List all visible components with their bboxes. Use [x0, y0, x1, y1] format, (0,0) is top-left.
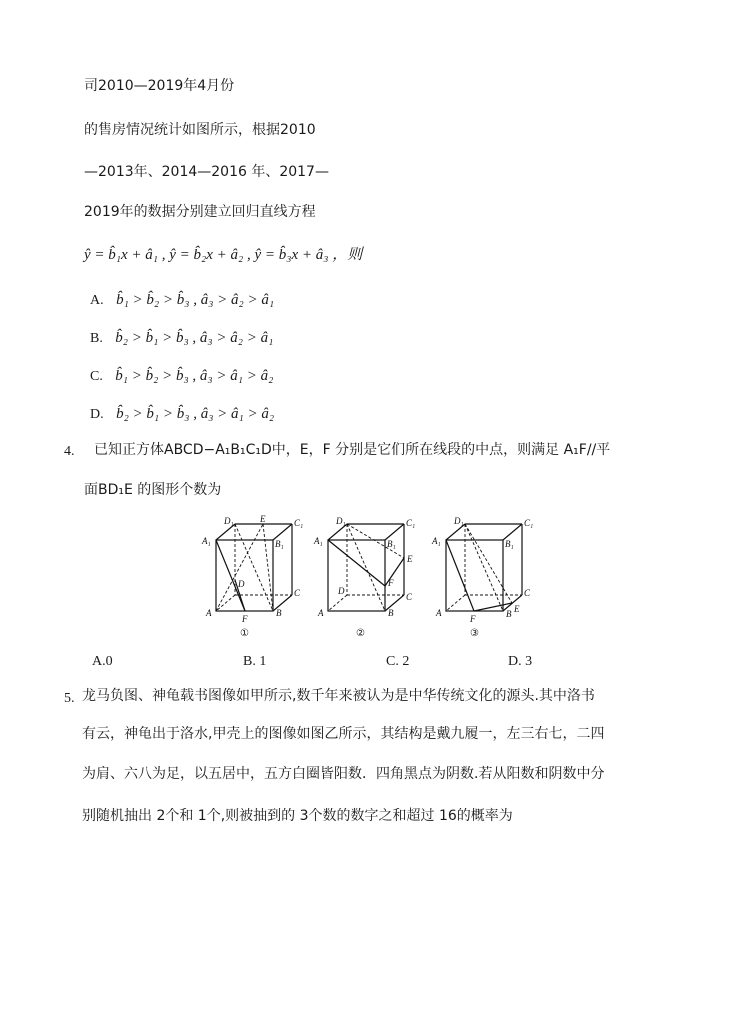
q3-option-c[interactable] [90, 366, 273, 387]
label-C1: C₁ [294, 518, 304, 528]
label-A: A [318, 608, 324, 618]
q4-number: 4. [64, 444, 75, 459]
cube-figure-3 [430, 516, 540, 640]
label-C1: C₁ [406, 518, 416, 528]
option-text: b̂₁ > b̂₂ > b̂₃ , â₃ > â₂ > â₁ [116, 292, 275, 308]
q5-line-4: 别随机抽出 2个和 1个,则被抽到的 3个数的数字之和超过 16的概率为 [82, 808, 513, 824]
label-D1: D₁ [454, 516, 464, 526]
label-B: B [506, 609, 512, 619]
q5-line-3: 为肩、六八为足，以五居中，五方白圈皆阳数．四角黑点为阴数.若从阳数和阴数中分 [82, 766, 605, 782]
label-D1: D₁ [224, 516, 234, 526]
option-letter: B. [90, 331, 103, 346]
q3-line-2: 的售房情况统计如图所示，根据2010 [84, 122, 316, 138]
q4-answer-a[interactable]: A.0 [92, 654, 113, 669]
option-text: b̂₁ > b̂₂ > b̂₃ , â₃ > â₁ > â₂ [115, 368, 274, 384]
q4-stem-line-1: 已知正方体ABCD−A₁B₁C₁D中，E，F 分别是它们所在线段的中点，则满足 A₁F//平 [94, 442, 611, 458]
q3-option-a[interactable] [90, 290, 274, 311]
q3-regression-equations: ŷ = b̂₁x + â₁ , ŷ = b̂₂x + â₂ , ŷ = b̂₃x + â₃ ，则 [84, 247, 363, 263]
q3-option-b[interactable] [90, 328, 273, 349]
label-D: D [338, 586, 345, 596]
option-letter: A. [90, 293, 104, 308]
cube-figure-2 [312, 516, 422, 640]
label-A: A [206, 608, 212, 618]
label-E: E [407, 554, 413, 564]
label-C: C [294, 588, 301, 598]
q3-line-4: 2019年的数据分别建立回归直线方程 [84, 204, 316, 220]
q5-line-1: 龙马负图、神龟载书图像如甲所示,数千年来被认为是中华传统文化的源头.其中洛书 [82, 688, 595, 704]
label-E: E [514, 604, 520, 614]
q5-line-2: 有云，神龟出于洛水,甲壳上的图像如图乙所示，其结构是戴九履一，左三右七，二四 [82, 726, 605, 742]
label-B1: B₁ [387, 539, 396, 549]
label-C: C [524, 588, 531, 598]
label-D: D [238, 579, 245, 589]
q4-answer-d[interactable]: D. 3 [508, 654, 533, 669]
option-text: b̂₂ > b̂₁ > b̂₃ , â₃ > â₂ > â₁ [115, 330, 274, 346]
label-A1: A₁ [202, 536, 211, 546]
figure-caption-1: ① [240, 628, 249, 639]
label-B1: B₁ [275, 539, 284, 549]
label-C1: C₁ [524, 518, 534, 528]
q3-line-1: 司2010—2019年4月份 [84, 78, 235, 94]
q3-line-3: —2013年、2014—2016 年、2017— [84, 164, 329, 180]
q3-option-d[interactable] [90, 404, 274, 425]
label-F: F [388, 578, 394, 588]
label-C: C [406, 592, 413, 602]
cube-figure-1 [200, 514, 304, 640]
label-A1: A₁ [432, 536, 441, 546]
label-E: E [260, 514, 266, 524]
label-B: B [388, 608, 394, 618]
label-A1: A₁ [314, 536, 323, 546]
label-F: F [242, 614, 248, 624]
label-F: F [470, 614, 476, 624]
option-letter: D. [90, 407, 104, 422]
figure-caption-2: ② [356, 628, 365, 639]
option-text: b̂₂ > b̂₁ > b̂₃ , â₃ > â₁ > â₂ [116, 406, 275, 422]
label-D1: D₁ [336, 516, 346, 526]
q5-number: 5. [64, 691, 75, 706]
q4-answer-c[interactable]: C. 2 [386, 654, 410, 669]
label-A: A [436, 608, 442, 618]
label-B1: B₁ [505, 539, 514, 549]
figure-caption-3: ③ [470, 628, 479, 639]
label-B: B [276, 608, 282, 618]
q4-answer-b[interactable]: B. 1 [243, 654, 267, 669]
option-letter: C. [90, 369, 103, 384]
q4-stem-line-2: 面BD₁E 的图形个数为 [84, 482, 222, 498]
